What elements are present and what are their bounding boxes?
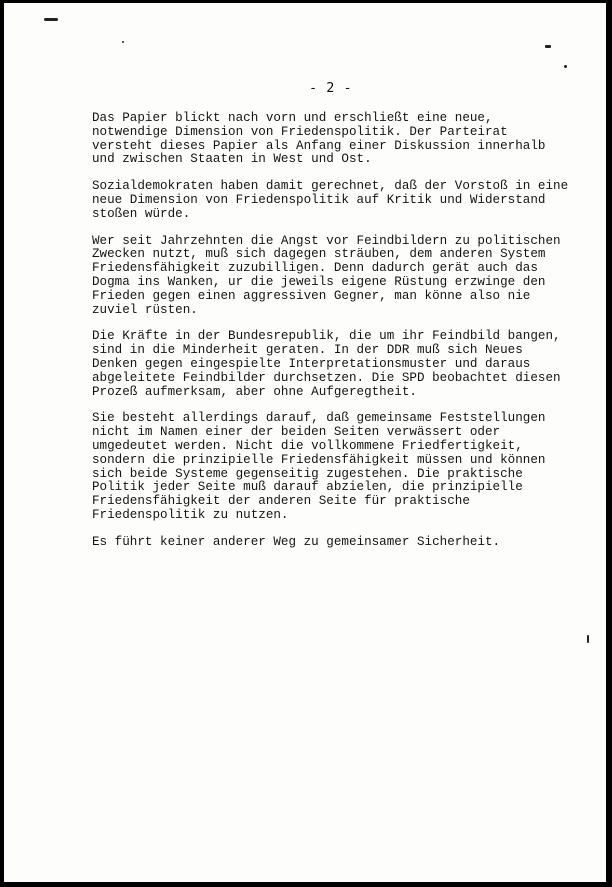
paragraph [92,330,562,399]
scan-speck [122,41,124,43]
scan-speck [545,45,551,48]
page-number: - 2 - [309,80,353,96]
text-line: Sie besteht allerdings darauf, daß gemeinsame Feststellungen [92,411,546,426]
paragraph [92,235,562,318]
text-line: sind in die Minderheit geraten. In der DDR muß sich Neues [92,343,523,358]
paragraph [92,112,562,167]
text-line: nicht im Namen einer der beiden Seiten verwässert oder [92,425,501,440]
text-line: abgeleitete Feindbilder durchsetzen. Die SPD beobachtet diesen [92,370,561,385]
text-line: Politik jeder Seite muß darauf abzielen, die prinzipielle [92,480,523,495]
text-line: neue Dimension von Friedenspolitik auf Kritik und Widerstand [92,192,546,207]
text-line: Denken gegen eingespielte Interpretationsmuster und daraus [92,356,531,371]
text-line: umgedeutet werden. Nicht die vollkommene Friedfertigkeit, [92,438,523,453]
text-line: Wer seit Jahrzehnten die Angst vor Feindbildern zu politischen [92,233,561,248]
text-line: Prozeß aufmerksam, aber ohne Aufgeregtheit. [92,384,417,399]
text-line: Friedensfähigkeit der anderen Seite für praktische [92,494,470,509]
text-line: zuviel rüsten. [92,302,198,317]
text-line: Sozialdemokraten haben damit gerechnet, daß der Vorstoß in eine [92,179,569,194]
text-line: sondern die prinzipielle Friedensfähigkeit müssen und können [92,452,546,467]
text-line: Die Kräfte in der Bundesrepublik, die um ihr Feindbild bangen, [92,329,561,344]
text-line: notwendige Dimension von Friedenspolitik. Der Parteirat [92,124,508,139]
text-line: Frieden gegen einen aggressiven Gegner, man könne also nie [92,288,531,303]
text-line: Friedensfähigkeit zuzubilligen. Denn dadurch gerät auch das [92,261,538,276]
text-line: stoßen würde. [92,206,191,221]
text-line: versteht dieses Papier als Anfang einer Diskussion innerhalb [92,138,546,153]
body-text [92,111,569,563]
text-line: Zwecken nutzt, muß sich dagegen sträuben, dem anderen System [92,247,546,262]
scan-speck [564,65,567,68]
text-line: und zwischen Staaten in West und Ost. [92,152,372,167]
paragraph [92,536,562,550]
scan-speck [44,18,58,21]
document-page [4,3,606,882]
text-line: sich beide Systeme gegenseitig zugestehen. Die praktische [92,466,523,481]
scan-speck [587,635,589,643]
paragraph [92,179,569,221]
text-line: Friedenspolitik zu nutzen. [92,507,289,522]
text-line: Es führt keiner anderer Weg zu gemeinsamer Sicherheit. [92,534,501,549]
paragraph [92,412,562,522]
text-line: Dogma ins Wanken, ur die jeweils eigene Rüstung erzwinge den [92,274,546,289]
text-line: Das Papier blickt nach vorn und erschließt eine neue, [92,111,493,125]
